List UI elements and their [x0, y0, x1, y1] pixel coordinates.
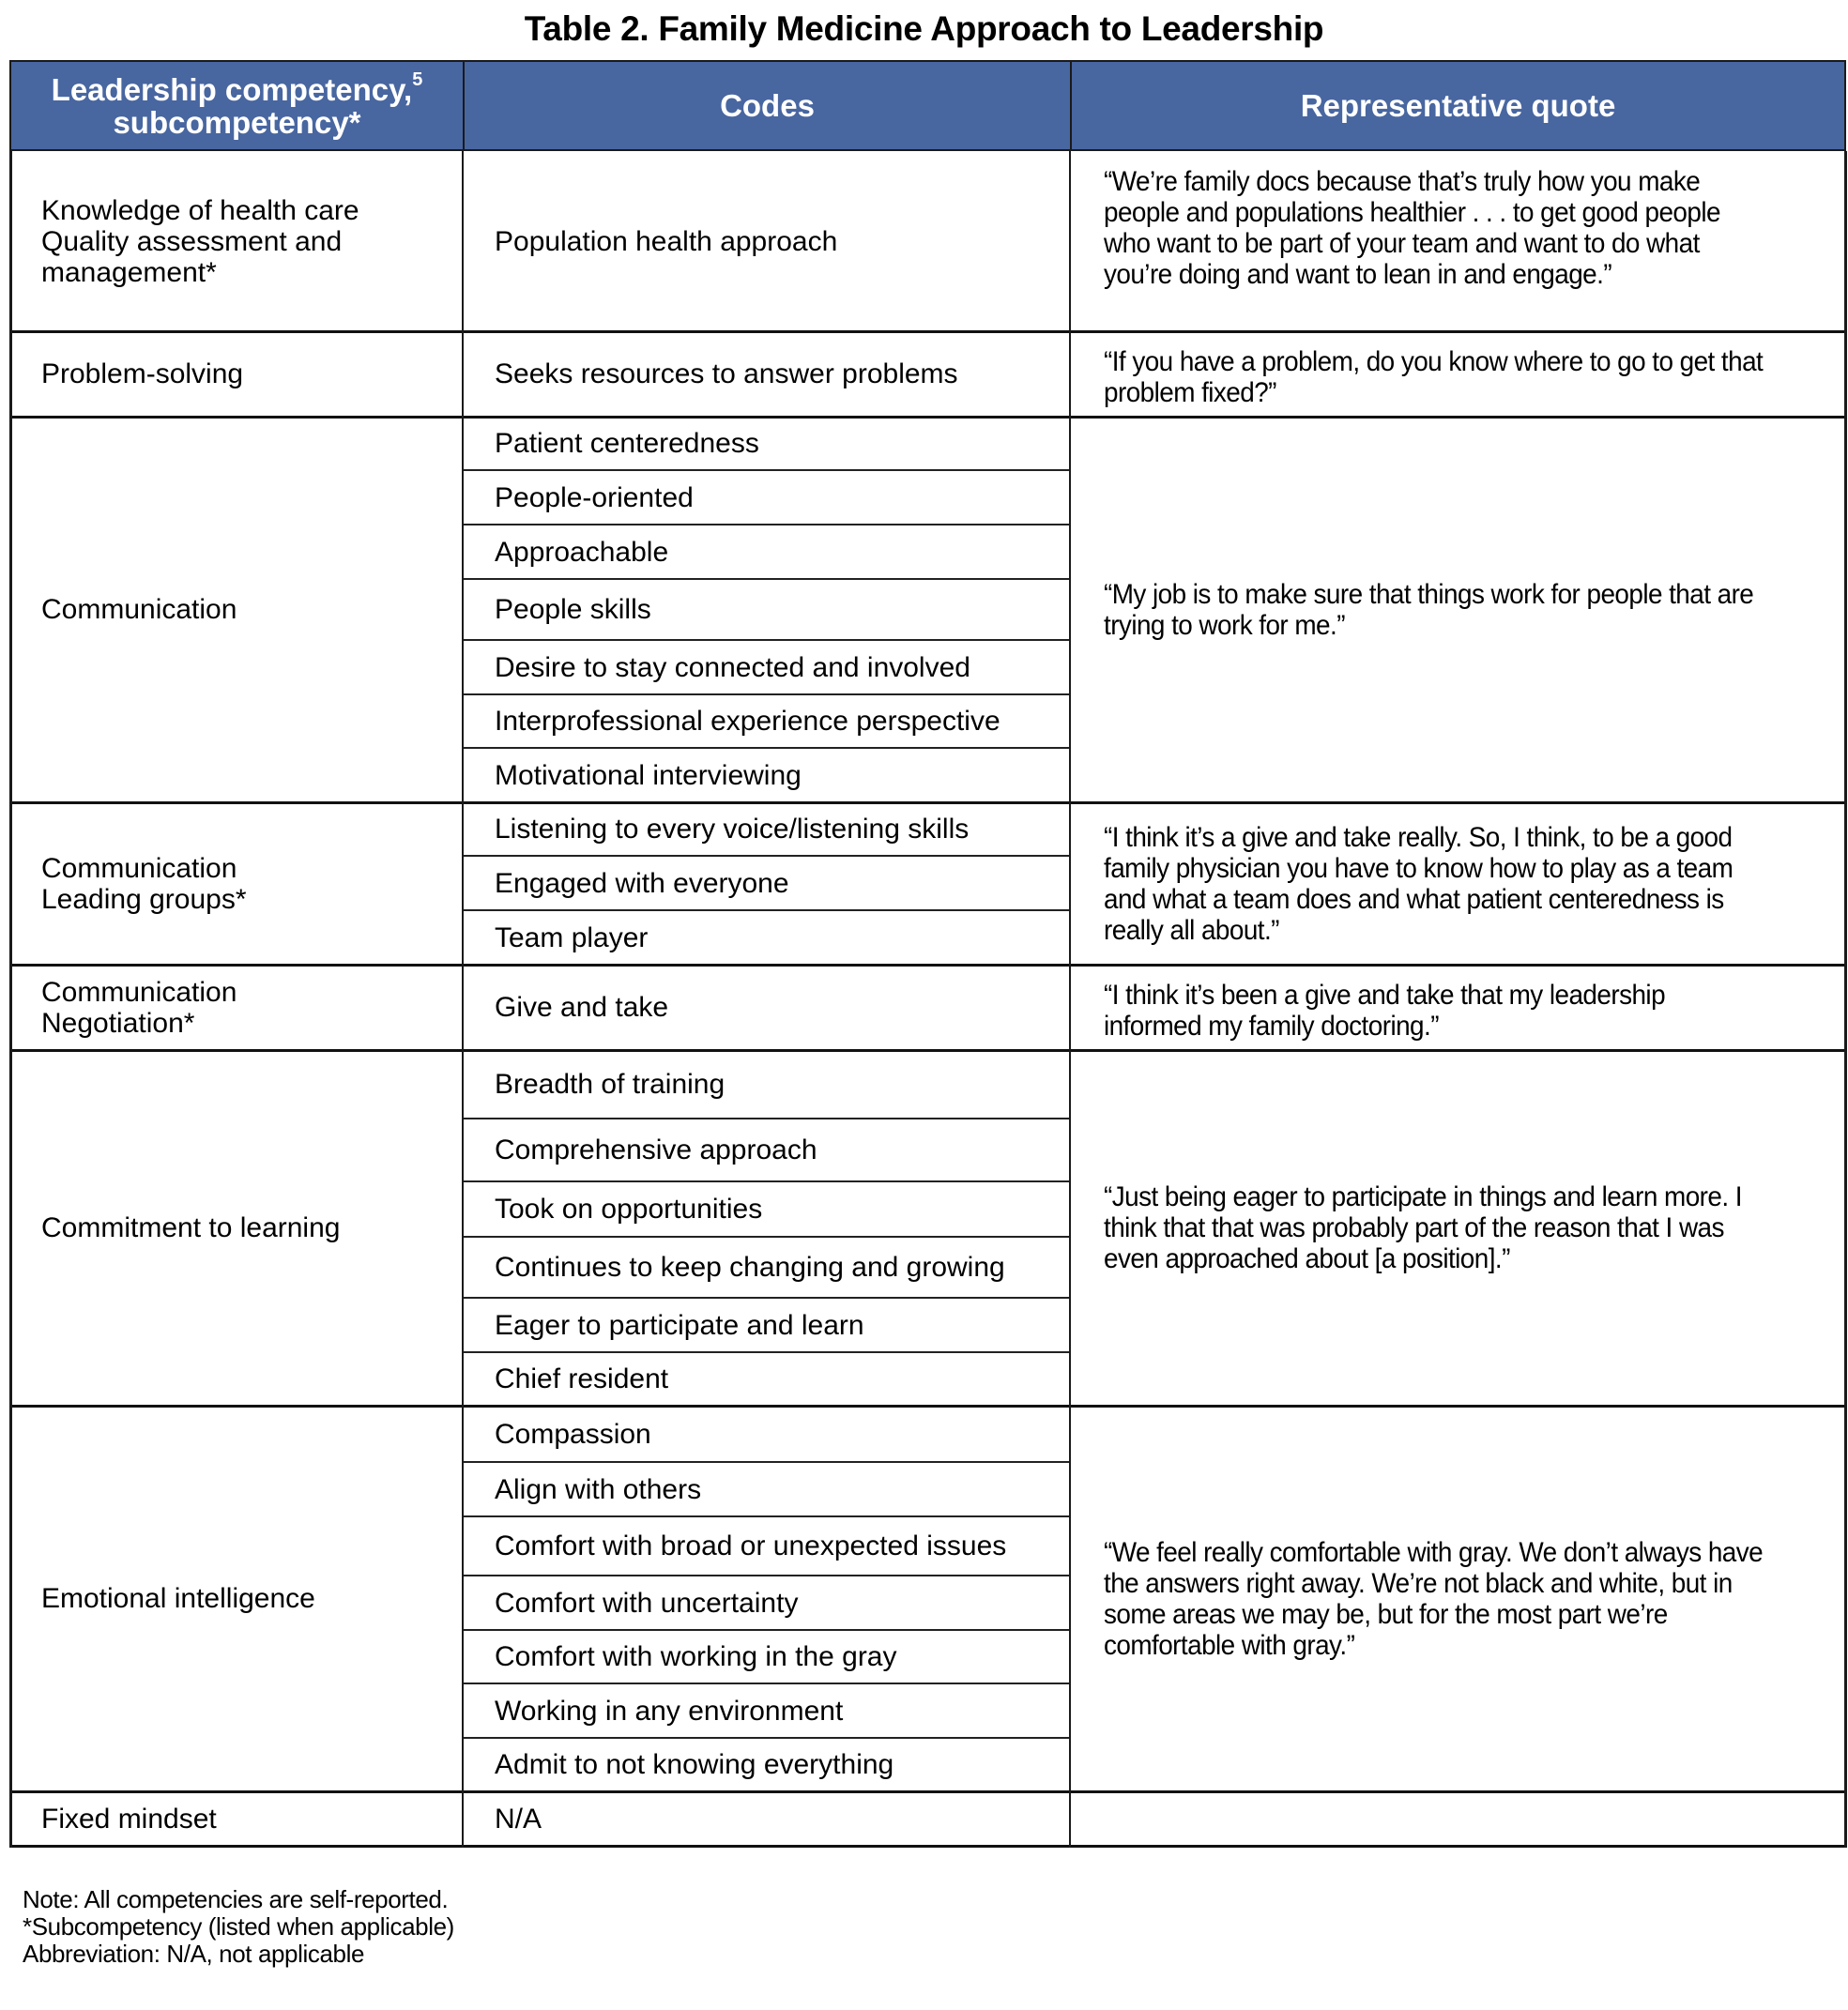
code-divider	[463, 1629, 1070, 1631]
code-label: Admit to not knowing everything	[495, 1749, 894, 1780]
code-cell	[463, 910, 1070, 965]
code-divider	[463, 855, 1070, 857]
code-label: Interprofessional experience perspective	[495, 706, 1000, 737]
header-quote	[1072, 62, 1844, 149]
quote-cell	[1070, 1050, 1846, 1406]
code-cell	[463, 1630, 1070, 1683]
code-cell	[463, 151, 1070, 331]
competency-line: Commitment to learning	[41, 1212, 341, 1243]
code-divider	[463, 1575, 1070, 1576]
code-label: Patient centeredness	[495, 428, 759, 459]
header-codes-label: Codes	[720, 88, 815, 123]
competency-cell	[9, 965, 463, 1050]
quote-text: “We’re family docs because that’s truly how you make people and populations healthier . . . to get good people who want to be part of your team and want to do what you’re doing and want to lean in and engage.”	[1104, 166, 1720, 290]
code-label: Comfort with working in the gray	[495, 1641, 897, 1672]
table-row	[9, 417, 1846, 802]
quote-text: “I think it’s been a give and take that my leadership informed my family doctoring.”	[1104, 980, 1666, 1042]
quote-cell	[1070, 1791, 1846, 1846]
competency-line: Negotiation*	[41, 1007, 195, 1039]
code-label: Approachable	[495, 536, 669, 568]
competency-text	[41, 1212, 340, 1243]
quote-cell	[1070, 417, 1846, 802]
code-label: People-oriented	[495, 481, 694, 513]
competency-text	[41, 594, 237, 625]
table-notes	[23, 1886, 454, 1968]
quote-text: “We feel really comfortable with gray. We don’t always have the answers right away. We’re not black and white, but in some areas we may be, but for the most part we’re comfortable with gray.”	[1104, 1536, 1764, 1661]
column-divider	[462, 151, 464, 1848]
code-cell	[463, 1050, 1070, 1119]
code-cell	[463, 1516, 1070, 1576]
competency-line: Communication	[41, 976, 237, 1008]
note-self-reported: Note: All competencies are self-reported.	[23, 1885, 449, 1913]
header-competency-label: Leadership competency,	[51, 71, 413, 107]
code-cell	[463, 640, 1070, 694]
table-title: Table 2. Family Medicine Approach to Leadership	[524, 9, 1324, 48]
header-subcompetency-label: subcompetency*	[113, 104, 361, 140]
column-divider	[9, 151, 12, 1848]
code-cell	[463, 525, 1070, 579]
code-cell	[463, 748, 1070, 802]
code-divider	[463, 693, 1070, 695]
code-cell	[463, 579, 1070, 640]
competency-line: Emotional intelligence	[41, 1583, 315, 1614]
competency-line: Fixed mindset	[41, 1803, 217, 1835]
competency-line: management*	[41, 256, 217, 288]
quote-cell	[1070, 802, 1846, 965]
code-label: Eager to participate and learn	[495, 1309, 864, 1341]
quote-cell	[1070, 331, 1846, 417]
code-cell	[463, 1119, 1070, 1181]
competency-cell	[9, 417, 463, 802]
code-cell	[463, 1406, 1070, 1462]
column-divider	[1069, 151, 1071, 1848]
competency-line: Quality assessment and	[41, 225, 343, 257]
code-cell	[463, 1352, 1070, 1406]
header-footnote-ref: 5	[412, 69, 423, 90]
code-cell	[463, 470, 1070, 525]
code-divider	[463, 1236, 1070, 1238]
code-label: Comfort with broad or unexpected issues	[495, 1530, 1007, 1561]
competency-cell	[9, 1791, 463, 1846]
table-row	[9, 965, 1846, 1050]
table-row	[9, 1050, 1846, 1406]
code-divider	[463, 909, 1070, 911]
code-label: Took on opportunities	[495, 1194, 763, 1225]
code-divider	[463, 524, 1070, 525]
code-label: Listening to every voice/listening skills	[495, 814, 970, 845]
code-label: Desire to stay connected and involved	[495, 651, 970, 683]
table-row	[9, 1791, 1846, 1846]
code-cell	[463, 331, 1070, 417]
code-label: Team player	[495, 921, 649, 953]
competency-line: Communication	[41, 594, 237, 625]
note-subcompetency: *Subcompetency (listed when applicable)	[23, 1912, 454, 1941]
table-header	[9, 60, 1846, 151]
code-label: Give and take	[495, 992, 669, 1023]
code-divider	[463, 1297, 1070, 1299]
code-label: Comprehensive approach	[495, 1134, 817, 1165]
competency-line: Problem-solving	[41, 358, 244, 389]
code-label: Chief resident	[495, 1363, 669, 1394]
competency-cell	[9, 151, 463, 331]
code-divider	[463, 639, 1070, 641]
code-divider	[463, 1118, 1070, 1119]
code-cell	[463, 1298, 1070, 1352]
competency-text	[41, 853, 247, 915]
competency-line: Knowledge of health care	[41, 194, 359, 226]
table-row	[9, 1406, 1846, 1791]
code-cell	[463, 1462, 1070, 1516]
table-row	[9, 331, 1846, 417]
code-divider	[463, 1461, 1070, 1463]
competency-line: Communication	[41, 852, 237, 884]
code-label: Motivational interviewing	[495, 759, 802, 791]
code-cell	[463, 417, 1070, 470]
competency-cell	[9, 331, 463, 417]
quote-cell	[1070, 965, 1846, 1050]
quote-cell	[1070, 151, 1846, 331]
code-divider	[463, 1515, 1070, 1517]
code-label: People skills	[495, 594, 651, 625]
competency-line: Leading groups*	[41, 883, 247, 915]
code-cell	[463, 694, 1070, 748]
code-cell	[463, 802, 1070, 856]
competency-cell	[9, 802, 463, 965]
code-label: Engaged with everyone	[495, 867, 789, 899]
quote-text: “My job is to make sure that things work for people that are trying to work for me.”	[1104, 578, 1754, 641]
table-row	[9, 151, 1846, 331]
code-divider	[463, 1351, 1070, 1353]
code-cell	[463, 1791, 1070, 1846]
code-divider	[463, 1180, 1070, 1182]
table-row	[9, 802, 1846, 965]
competency-text	[41, 1583, 315, 1614]
quote-cell	[1070, 1406, 1846, 1791]
header-competency	[11, 62, 463, 149]
competency-text	[41, 977, 237, 1039]
code-label: Comfort with uncertainty	[495, 1587, 799, 1619]
code-divider	[463, 1683, 1070, 1684]
code-label: Align with others	[495, 1473, 702, 1505]
code-label: Compassion	[495, 1418, 651, 1450]
code-cell	[463, 1738, 1070, 1791]
code-label: N/A	[495, 1803, 542, 1835]
code-label: Continues to keep changing and growing	[495, 1252, 1005, 1283]
code-divider	[463, 578, 1070, 580]
code-cell	[463, 1683, 1070, 1738]
code-cell	[463, 1181, 1070, 1237]
code-divider	[463, 469, 1070, 471]
code-label: Breadth of training	[495, 1069, 725, 1100]
competency-text	[41, 1804, 217, 1835]
competency-cell	[9, 1050, 463, 1406]
code-cell	[463, 1576, 1070, 1630]
code-cell	[463, 965, 1070, 1050]
column-divider	[1844, 151, 1847, 1848]
note-abbreviation: Abbreviation: N/A, not applicable	[23, 1940, 365, 1968]
row-divider	[9, 1845, 1846, 1848]
header-codes	[465, 62, 1070, 149]
code-cell	[463, 1237, 1070, 1298]
quote-text: “If you have a problem, do you know where to go to get that problem fixed?”	[1104, 346, 1764, 408]
code-label: Population health approach	[495, 225, 838, 257]
competency-text	[41, 195, 359, 288]
competency-text	[41, 358, 243, 389]
code-divider	[463, 747, 1070, 749]
competency-cell	[9, 1406, 463, 1791]
header-quote-label: Representative quote	[1300, 88, 1616, 123]
code-divider	[463, 1737, 1070, 1739]
code-label: Working in any environment	[495, 1695, 844, 1727]
quote-text: “I think it’s a give and take really. So, I think, to be a good family physician you have to know how to play as a team and what a team does and what patient centeredness is really all about.”	[1104, 821, 1733, 946]
code-cell	[463, 856, 1070, 910]
code-label: Seeks resources to answer problems	[495, 358, 958, 389]
quote-text: “Just being eager to participate in things and learn more. I think that that was probably part of the reason that I was even approached about [a position].”	[1104, 1181, 1742, 1274]
